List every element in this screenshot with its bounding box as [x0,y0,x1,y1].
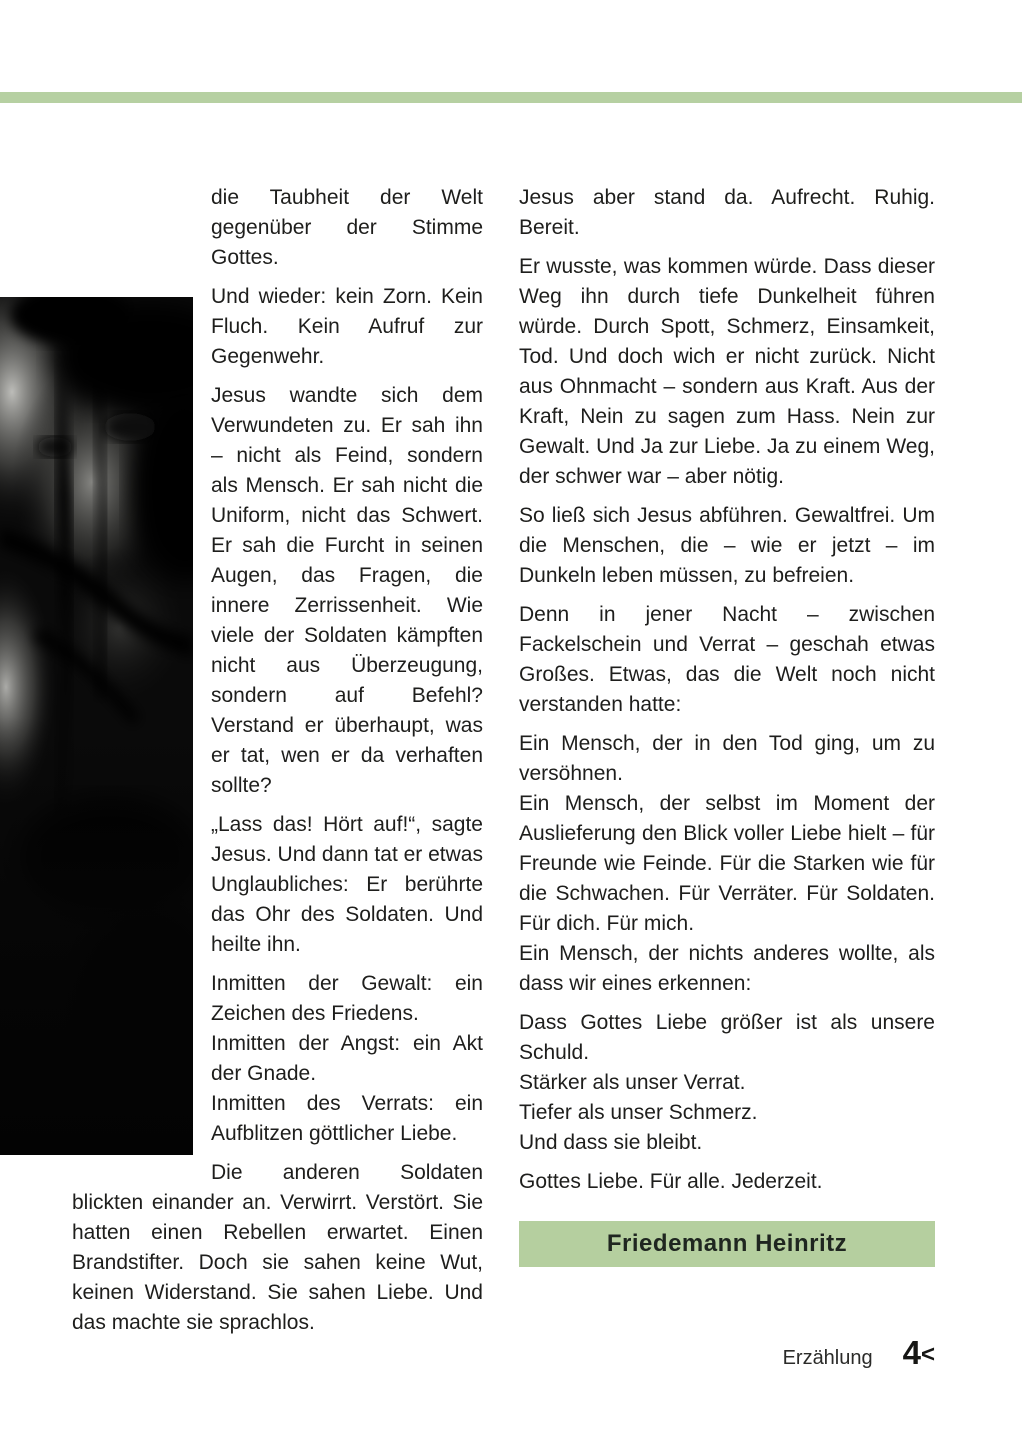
footer [519,1336,935,1370]
paragraph: Er wusste, was kommen würde. Dass dieser Weg ihn durch tiefe Dunkelheit führen würde. Durch Spott, Schmerz, Einsamkeit, Tod. Und doch wich er nicht zurück. Nicht aus Ohnmacht – sondern aus Kraft. Aus der Kraft, Nein zu sagen zum Hass. Nein zur Gewalt. Und Ja zur Liebe. Ja zu einem Weg, der schwer war – aber nötig. [519,255,935,488]
left-column [0,183,483,1338]
paragraph: Gottes Liebe. Für alle. Jederzeit. [519,1170,823,1193]
paragraph: Und dass sie bleibt. [519,1131,703,1154]
paragraph: Ein Mensch, der selbst im Moment der Auslieferung den Blick voller Liebe hielt – für Freunde wie Feinde. Für die Starken wie für die Schwachen. Für Verräter. Für Soldaten. Für dich. Für mich. [519,792,935,935]
paragraph: Inmitten der Gewalt: ein Zeichen des Friedens. [211,972,483,1025]
forest-photo-graphic [0,297,193,1155]
author-box [519,1221,935,1267]
paragraph: Jesus wandte sich dem Verwundeten zu. Er sah ihn – nicht als Feind, sondern als Mensch. Er sah nicht die Uniform, nicht das Schwert. Er sah die Furcht in seinen Augen, das Fragen, die innere Zerrissenheit. Wie viele der Soldaten kämpften nicht aus Überzeugung, sondern auf Befehl? Verstand er überhaupt, was er tat, wen er da verhaften sollte? [211,384,483,797]
forest-photo [0,297,193,1155]
footer-page-number: 4 [902,1334,921,1371]
paragraph: Die anderen Soldaten blickten einander an. Verwirrt. Verstört. Sie hatten einen Rebellen erwartet. Einen Brandstifter. Doch sie sahen keine Wut, keinen Widerstand. Sie sahen Liebe. Und das machte sie sprachlos. [72,1161,483,1334]
paragraph: So ließ sich Jesus abführen. Gewaltfrei. Um die Menschen, die – wie er jetzt – im Dunkeln leben müssen, zu befreien. [519,504,935,587]
author-name: Friedemann Heinritz [606,1230,848,1257]
footer-category: Erzählung [782,1347,873,1369]
paragraph: Stärker als unser Verrat. [519,1071,746,1094]
footer-page [903,1336,935,1369]
paragraph: Ein Mensch, der nichts anderes wollte, als dass wir eines erkennen: [519,942,935,995]
paragraph: Tiefer als unser Schmerz. [519,1101,758,1124]
right-column [519,183,935,1267]
paragraph: Dass Gottes Liebe größer ist als unsere Schuld. [519,1011,935,1064]
paragraph: Und wieder: kein Zorn. Kein Fluch. Kein Aufruf zur Gegenwehr. [211,285,483,368]
paragraph: Inmitten der Angst: ein Akt der Gnade. [211,1032,483,1085]
paragraph: Inmitten des Verrats: ein Aufblitzen göttlicher Liebe. [211,1092,483,1145]
header-accent-bar [0,92,1022,103]
paragraph: Jesus aber stand da. Aufrecht. Ruhig. Bereit. [519,186,935,239]
paragraph: „Lass das! Hört auf!“, sagte Jesus. Und dann tat er etwas Unglaubliches: Er berührte das Ohr des Soldaten. Und heilte ihn. [211,813,483,956]
chevron-left-icon: < [920,1341,935,1368]
paragraph: Denn in jener Nacht – zwischen Fackelschein und Verrat – geschah etwas Großes. Etwas, das die Welt noch nicht verstanden hatte: [519,603,935,716]
paragraph: Ein Mensch, der in den Tod ging, um zu versöhnen. [519,732,935,785]
paragraph: die Taubheit der Welt gegenüber der Stimme Gottes. [211,186,483,269]
